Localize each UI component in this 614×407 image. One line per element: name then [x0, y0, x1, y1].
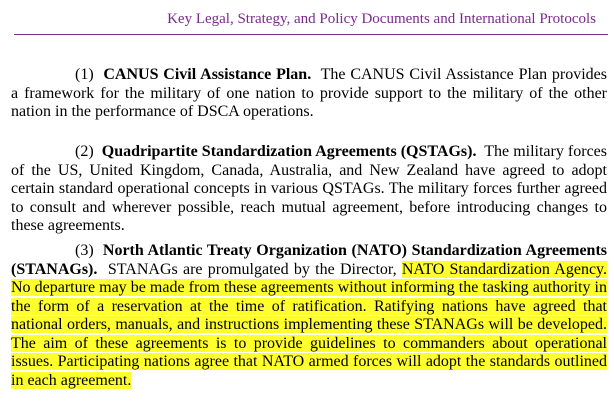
paragraph-body: The CANUS Civil Assistance Plan provides a framework for the military of one nation to provide support to the military of the other nation in the performance of DSCA operations.: [11, 66, 608, 120]
header-rule: [14, 34, 608, 35]
paragraph-body: The military forces of the US, United Kingdom, Canada, Australia, and New Zealand have agreed to adopt certain standard operational concepts in various QSTAGs. The military forces further agreed to consult and wherever possible, reach mutual agreement, before introducing changes to these agreements.: [11, 143, 608, 234]
paragraph-heading: North Atlantic Treaty Organization (NATO) Standardization Agreements (STANAGs).: [11, 242, 608, 278]
paragraph-body: STANAGs are promulgated by the Director,: [107, 260, 397, 278]
paragraph-number: (2): [75, 143, 94, 160]
paragraph-canus-plan: [11, 66, 607, 122]
page-header-title: Key Legal, Strategy, and Policy Documents and International Protocols: [167, 11, 596, 27]
paragraph-heading: CANUS Civil Assistance Plan.: [103, 66, 312, 83]
highlighted-text: NATO Standardization Agency. No departure may be made from these agreements without informing the tasking authority in the form of a reservation at the time of ratification. Ratifying nations have agreed that national orders, manuals, and instructions implementing these STANAGs will be developed. The aim of these agreements is to provide guidelines to commanders about operational issues. Participating nations agree that NATO armed forces will adopt the standards outlined in each agreement.: [11, 260, 608, 389]
paragraph-number: (1): [75, 66, 94, 83]
paragraph-qstags: [11, 143, 607, 236]
paragraph-heading: Quadripartite Standardization Agreements (QSTAGs).: [101, 143, 477, 160]
paragraph-stanags: [11, 242, 607, 390]
paragraph-number: (3): [75, 242, 94, 259]
